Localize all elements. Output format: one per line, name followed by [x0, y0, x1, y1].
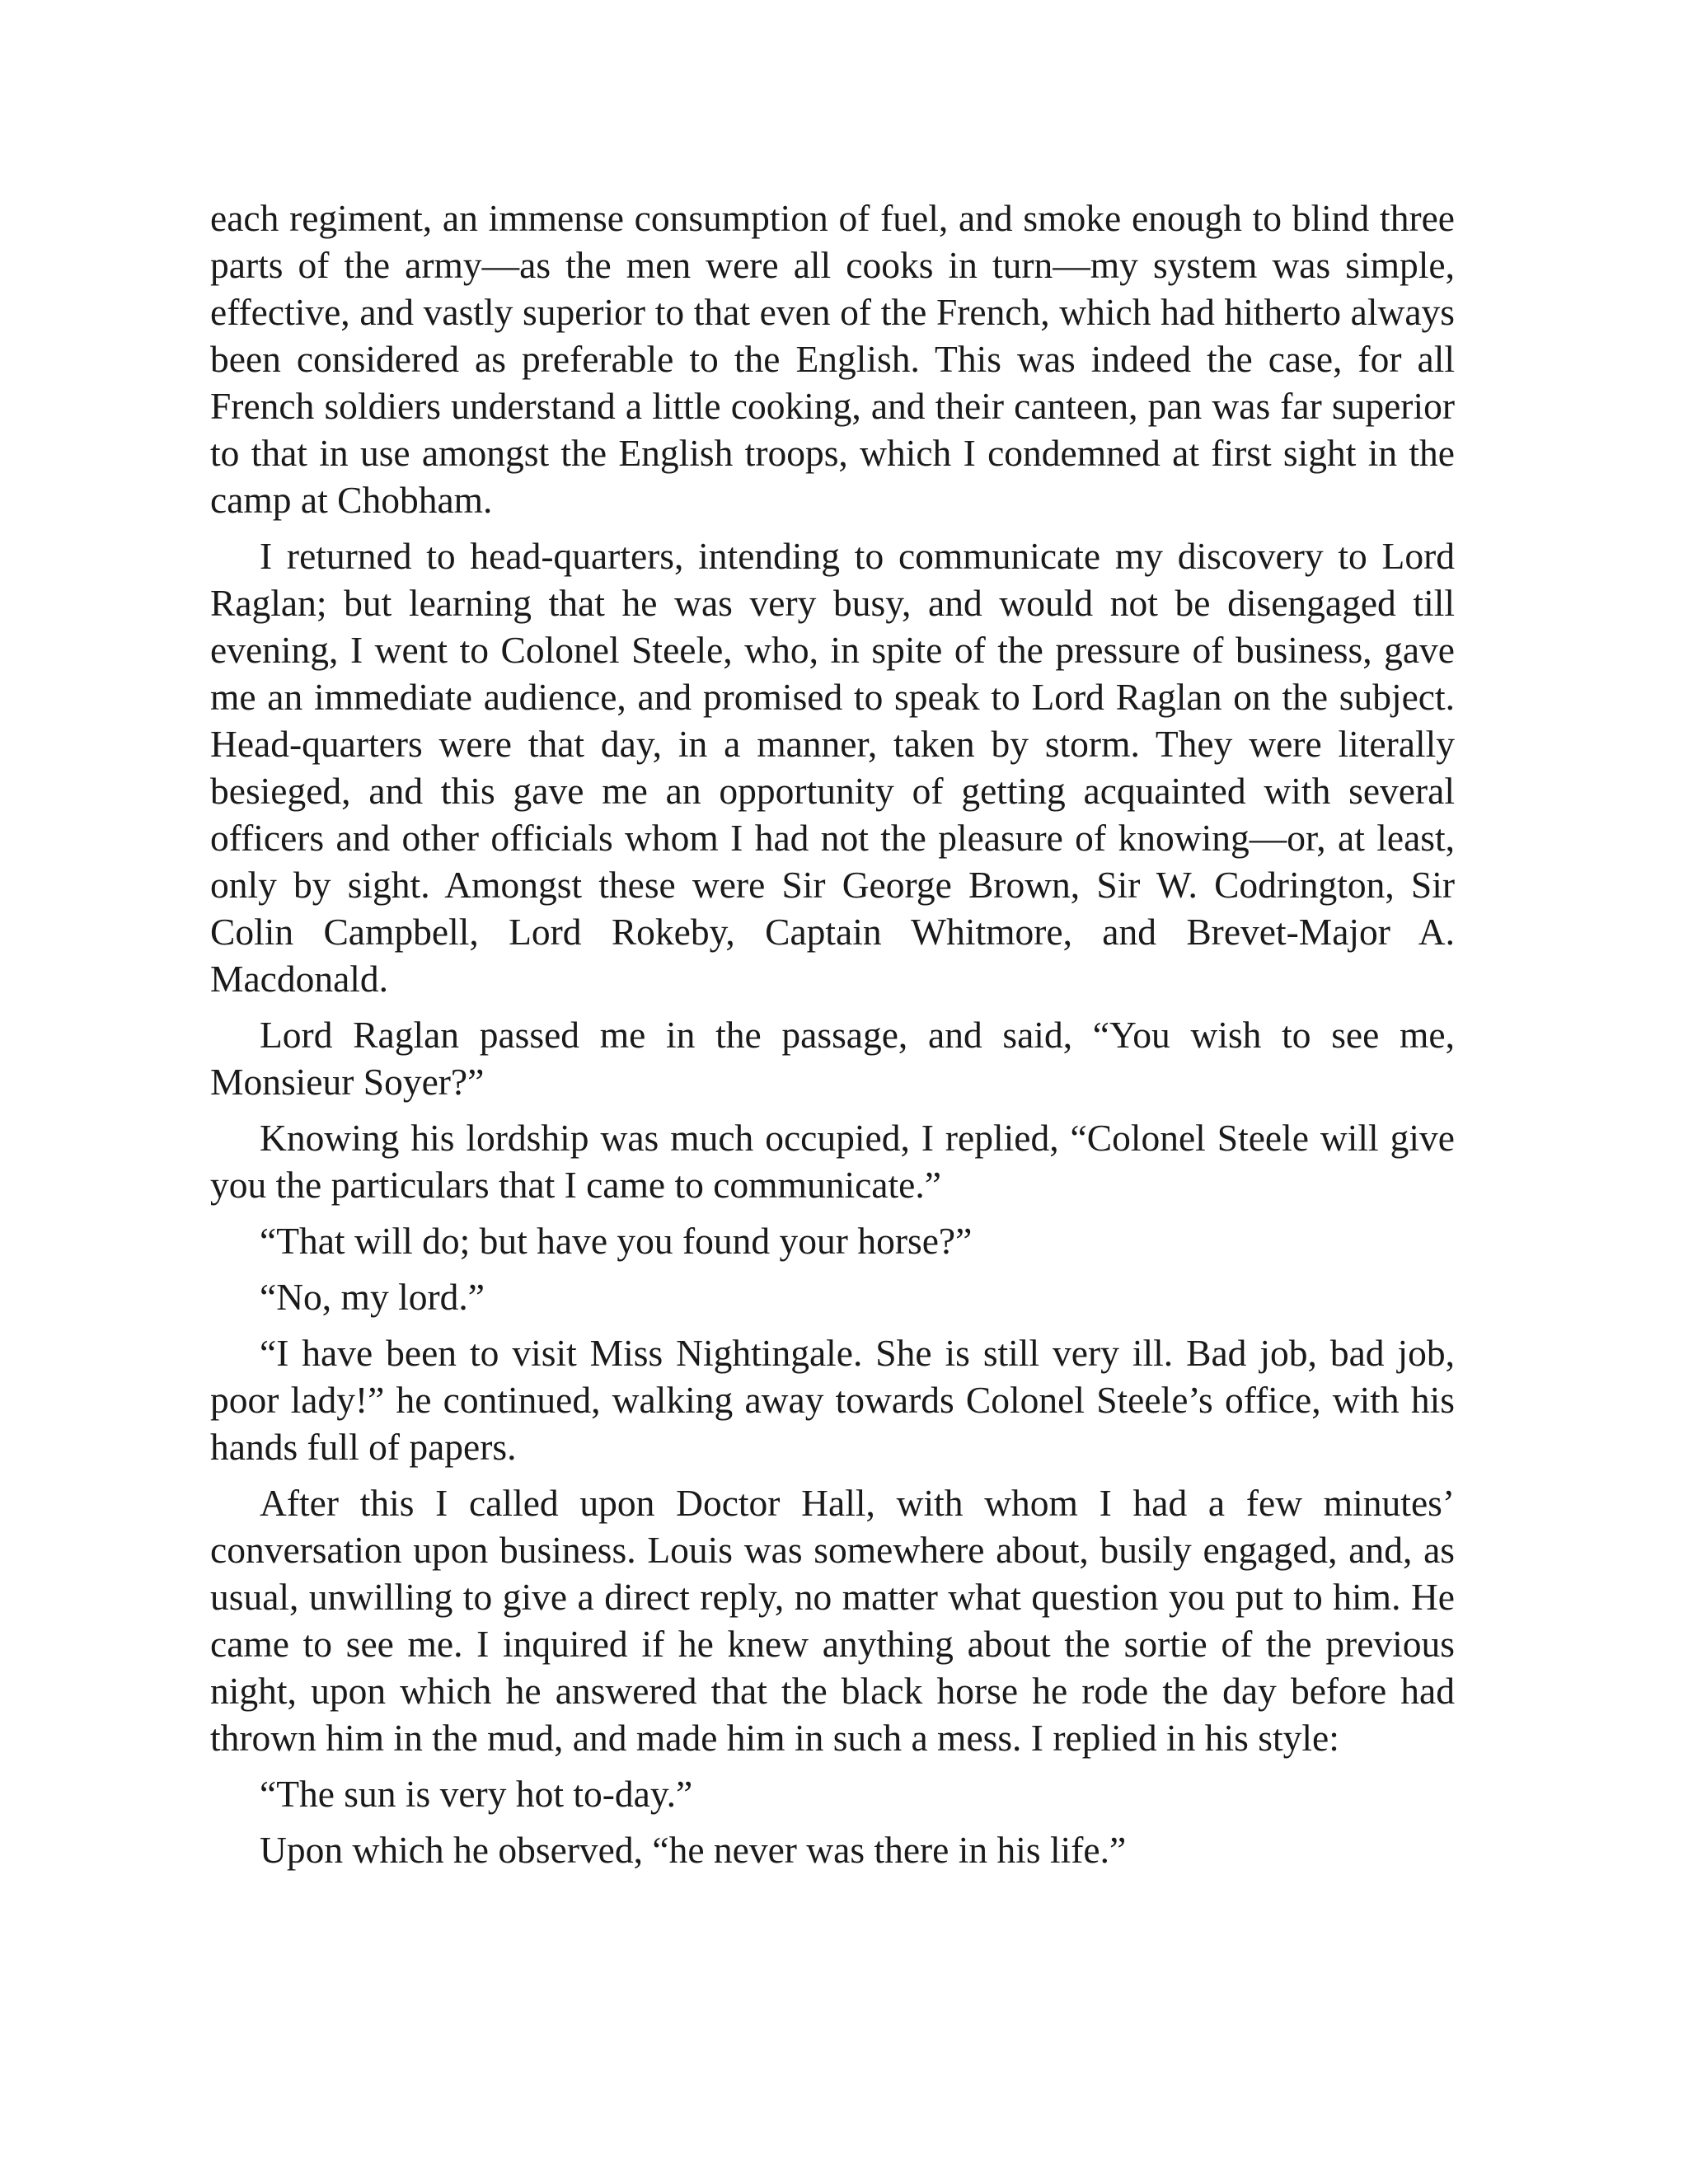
paragraph-horse-question: “That will do; but have you found your horse?”: [260, 1220, 973, 1262]
paragraph-never-there: Upon which he observed, “he never was there in his life.”: [260, 1829, 1127, 1871]
paragraph-continued: each regiment, an immense consumption of fuel, and smoke enough to blind three parts of the army—as the men were all cooks in turn—my system was simple, effective, and vastly superior to that even of the French, which had hitherto always been considered as preferable to the English. This was indeed the case, for all French soldiers understand a little cooking, and their canteen, pan was far superior to that in use amongst the English troops, which I condemned at first sight in the camp at Chobham.: [210, 197, 1455, 521]
paragraph-head-quarters: I returned to head-quarters, intending to communicate my discovery to Lord Raglan; but learning that he was very busy, and would not be disengaged till evening, I went to Colonel Steele, who, in spite of the pressure of business, gave me an immediate audience, and promised to speak to Lord Raglan on the subject. Head-quarters were that day, in a manner, taken by storm. They were literally besieged, and this gave me an opportunity of getting acquainted with several officers and other officials whom I had not the pleasure of knowing—or, at least, only by sight. Amongst these were Sir George Brown, Sir W. Codrington, Sir Colin Campbell, Lord Rokeby, Captain Whitmore, and Brevet-Major A. Macdonald.: [210, 535, 1455, 1000]
paragraph-no-my-lord: “No, my lord.”: [260, 1276, 485, 1318]
paragraph-doctor-hall: After this I called upon Doctor Hall, with whom I had a few minutes’ conversation upon business. Louis was somewhere about, busily engaged, and, as usual, unwilling to give a direct reply, no matter what question you put to him. He came to see me. I inquired if he knew anything about the sortie of the previous night, upon which he answered that the black horse he rode the day before had thrown him in the mud, and made him in such a mess. I replied in his style:: [210, 1482, 1455, 1759]
paragraph-nightingale: “I have been to visit Miss Nightingale. She is still very ill. Bad job, bad job, poor lady!” he continued, walking away towards Colonel Steele’s office, with his hands full of papers.: [210, 1332, 1455, 1468]
paragraph-raglan-passage: Lord Raglan passed me in the passage, and said, “You wish to see me, Monsieur Soyer?”: [210, 1014, 1455, 1103]
page-body: [210, 194, 1455, 1882]
paragraph-reply-steele: Knowing his lordship was much occupied, I replied, “Colonel Steele will give you the particulars that I came to communicate.”: [210, 1117, 1455, 1206]
paragraph-sun-hot: “The sun is very hot to-day.”: [260, 1773, 693, 1815]
